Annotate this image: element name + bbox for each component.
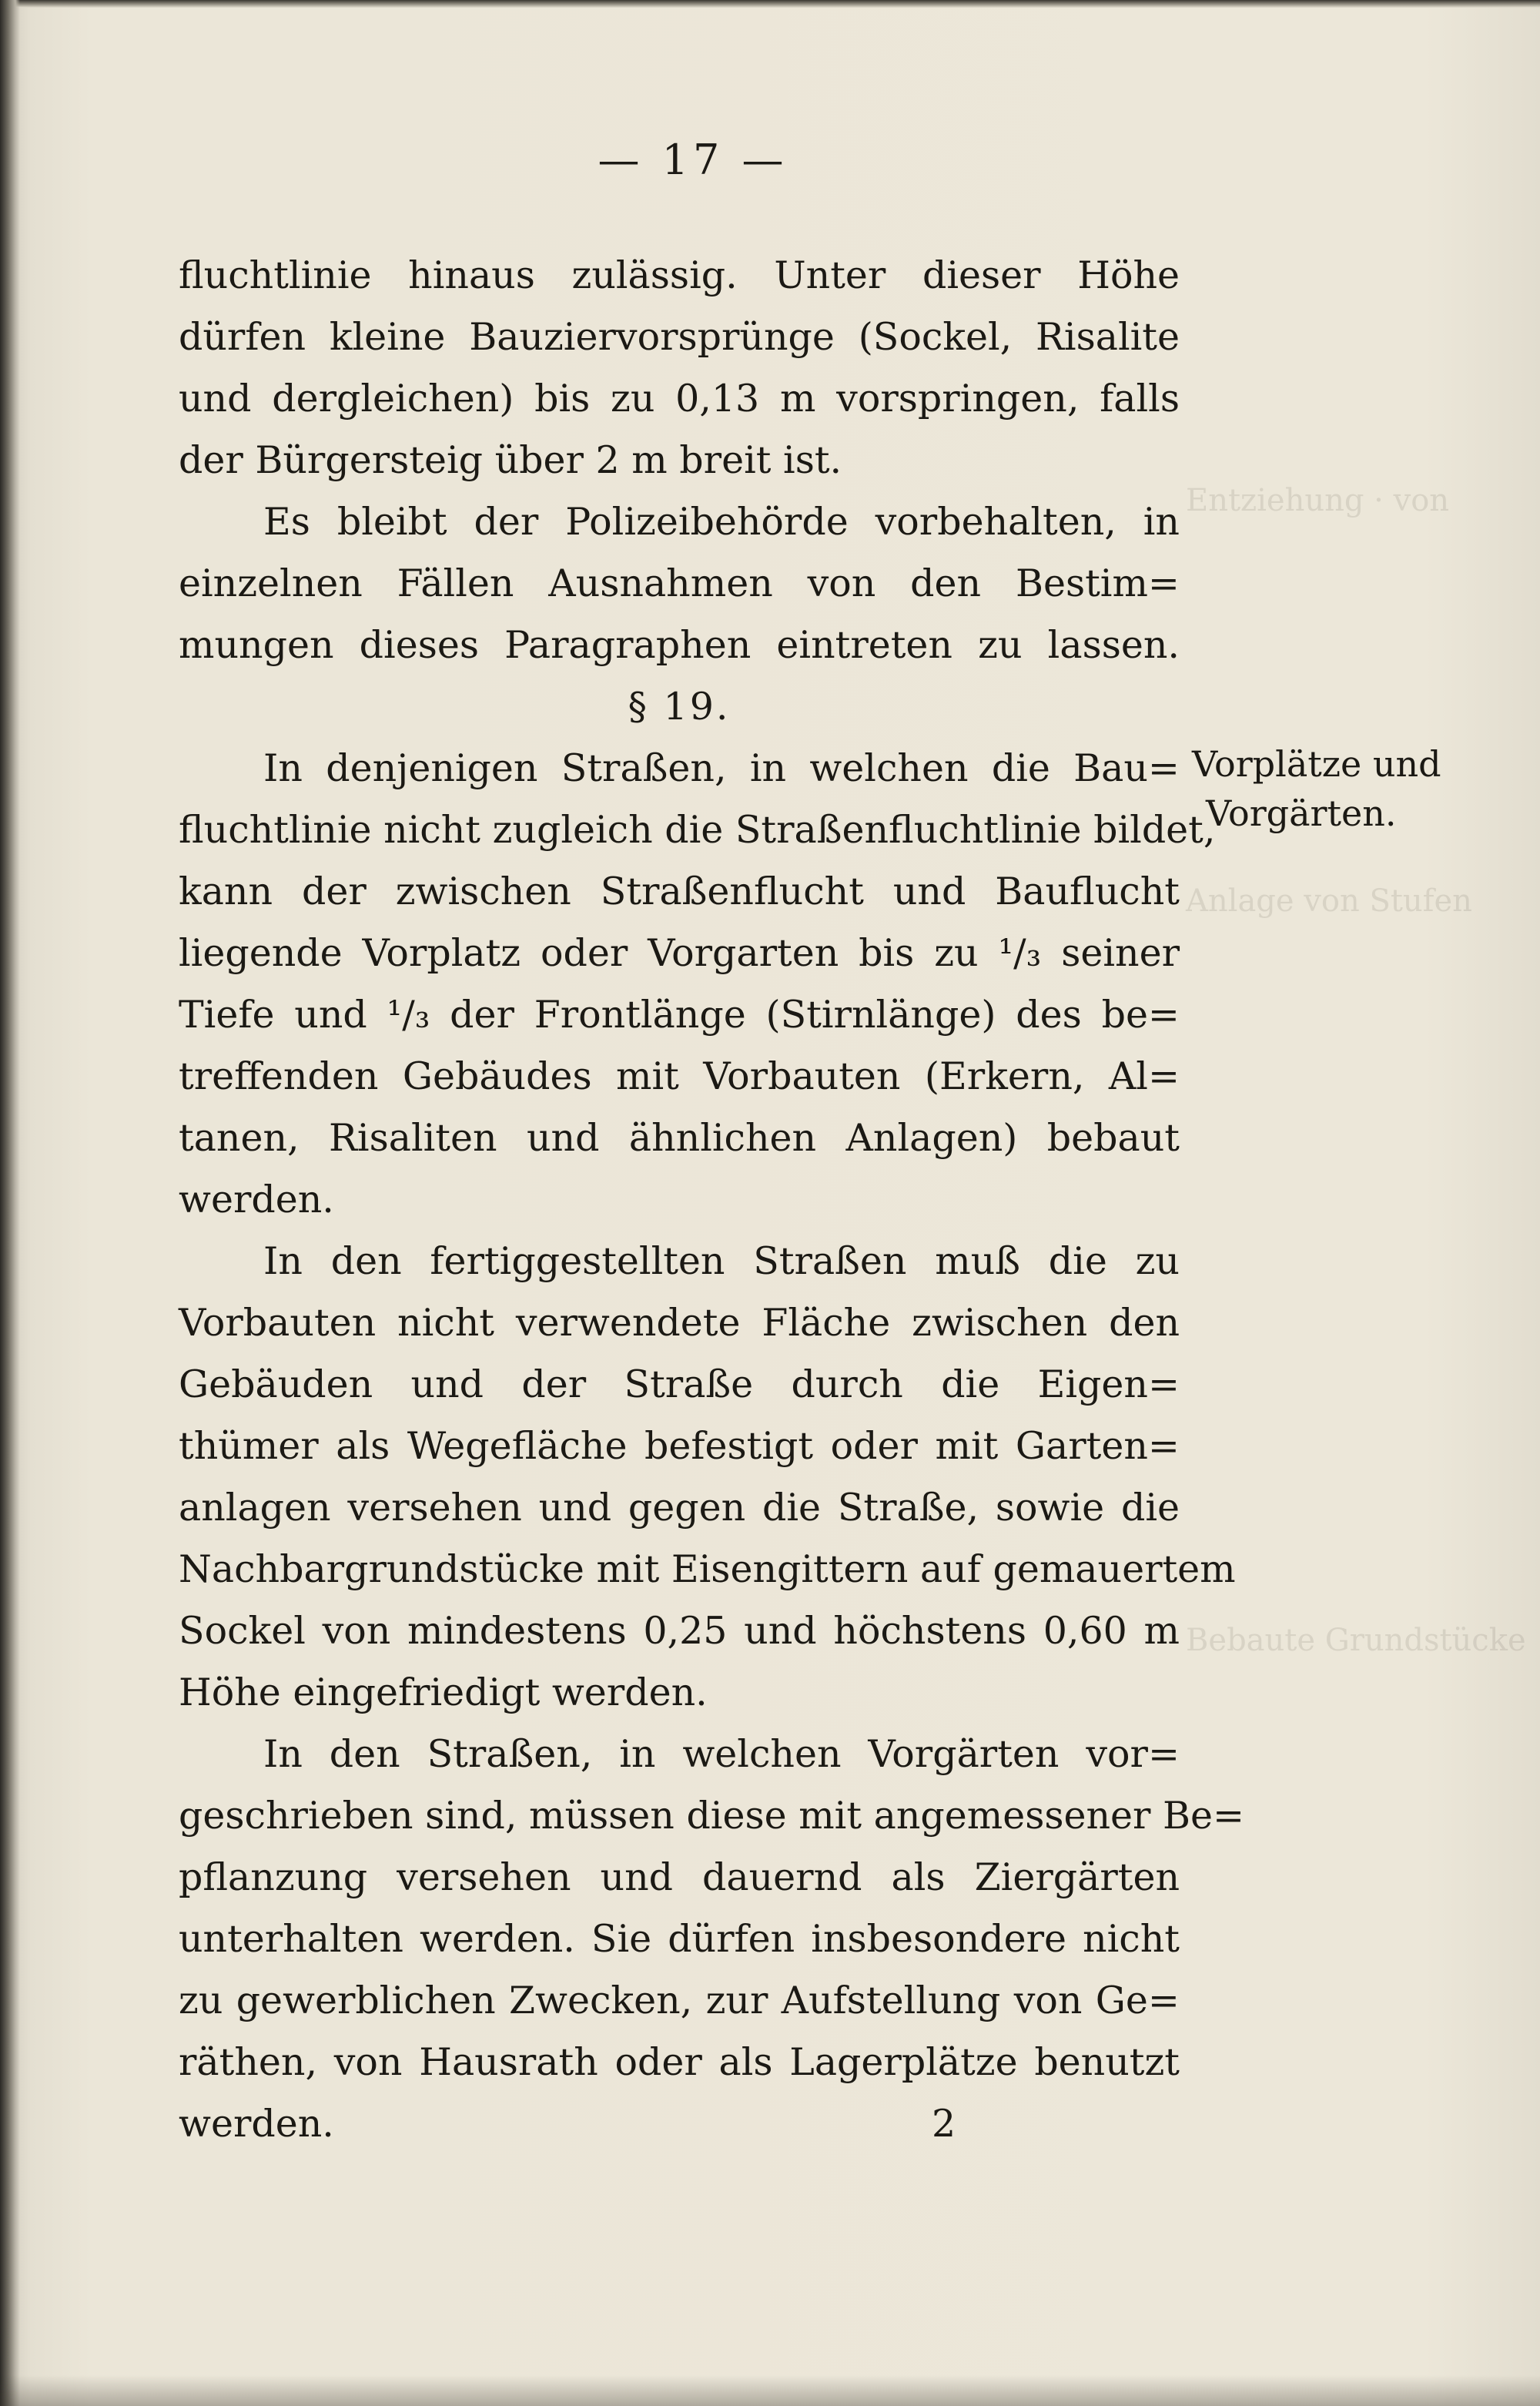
text-line: werden. [179, 1178, 334, 1221]
bleed-through-text: Anlage von Stufen [1186, 883, 1472, 919]
text-line: Höhe eingefriedigt werden. [179, 1670, 708, 1714]
text-line: tanen, Risaliten und ähnlichen Anlagen) bebaut [179, 1116, 1180, 1160]
margin-note-line: Vorplätze und [1192, 743, 1441, 785]
text-line: räthen, von Hausrath oder als Lagerplätze benutzt [179, 2040, 1180, 2084]
text-line: und dergleichen) bis zu 0,13 m vorspringen, falls [179, 377, 1180, 421]
text-line: thümer als Wegefläche befestigt oder mit Garten= [179, 1424, 1180, 1468]
text-line: In den fertiggestellten Straßen muß die zu [263, 1239, 1180, 1283]
text-line: Vorbauten nicht verwendete Fläche zwischen den [179, 1301, 1180, 1345]
text-line: mungen dieses Paragraphen eintreten zu lassen. [179, 623, 1180, 667]
section-heading: § 19. [628, 685, 731, 729]
text-line: Tiefe und ¹/₃ der Frontlänge (Stirnlänge) des be= [179, 993, 1180, 1037]
text-line: In denjenigen Straßen, in welchen die Bau= [263, 746, 1180, 790]
text-line: liegende Vorplatz oder Vorgarten bis zu ¹/₃ seiner [179, 931, 1180, 975]
text-line: fluchtlinie nicht zugleich die Straßenfluchtlinie bildet, [179, 808, 1216, 852]
text-line: einzelnen Fällen Ausnahmen von den Bestim= [179, 561, 1180, 605]
page-number-header: — 17 — [598, 136, 788, 184]
text-line-final [179, 2093, 1180, 2155]
text-line: unterhalten werden. Sie dürfen insbesondere nicht [179, 1917, 1180, 1961]
page-bottom-shadow [0, 2375, 1540, 2406]
text-line: In den Straßen, in welchen Vorgärten vor= [263, 1732, 1180, 1776]
margin-note-line: Vorgärten. [1206, 793, 1397, 834]
bleed-through-text: Bebaute Grundstücke [1186, 1623, 1526, 1658]
margin-note [1192, 739, 1441, 838]
text-line: Nachbargrundstücke mit Eisengittern auf gemauertem [179, 1547, 1236, 1591]
page-binding-edge [0, 0, 20, 2406]
text-line: anlagen versehen und gegen die Straße, sowie die [179, 1486, 1180, 1530]
text-line: dürfen kleine Bauziervorsprünge (Sockel, Risalite [179, 315, 1180, 359]
bleed-through-text: Entziehung · von [1186, 483, 1450, 518]
signature-mark: 2 [932, 2102, 956, 2146]
main-text-block [179, 245, 1245, 2155]
final-line-text: werden. [179, 2102, 334, 2146]
text-line: Sockel von mindestens 0,25 und höchstens 0,60 m [179, 1609, 1180, 1653]
page-top-edge [0, 0, 1540, 8]
text-line: fluchtlinie hinaus zulässig. Unter dieser Höhe [179, 253, 1180, 297]
text-line: geschrieben sind, müssen diese mit angemessener Be= [179, 1794, 1245, 1838]
text-line: pflanzung versehen und dauernd als Ziergärten [179, 1855, 1180, 1899]
text-line: kann der zwischen Straßenflucht und Bauflucht [179, 870, 1180, 913]
text-line: zu gewerblichen Zwecken, zur Aufstellung von Ge= [179, 1979, 1180, 2022]
text-line: der Bürgersteig über 2 m breit ist. [179, 438, 842, 482]
text-line: Gebäuden und der Straße durch die Eigen= [179, 1362, 1180, 1406]
text-line: treffenden Gebäudes mit Vorbauten (Erkern, Al= [179, 1054, 1180, 1098]
text-line: Es bleibt der Polizeibehörde vorbehalten, in [263, 500, 1180, 544]
